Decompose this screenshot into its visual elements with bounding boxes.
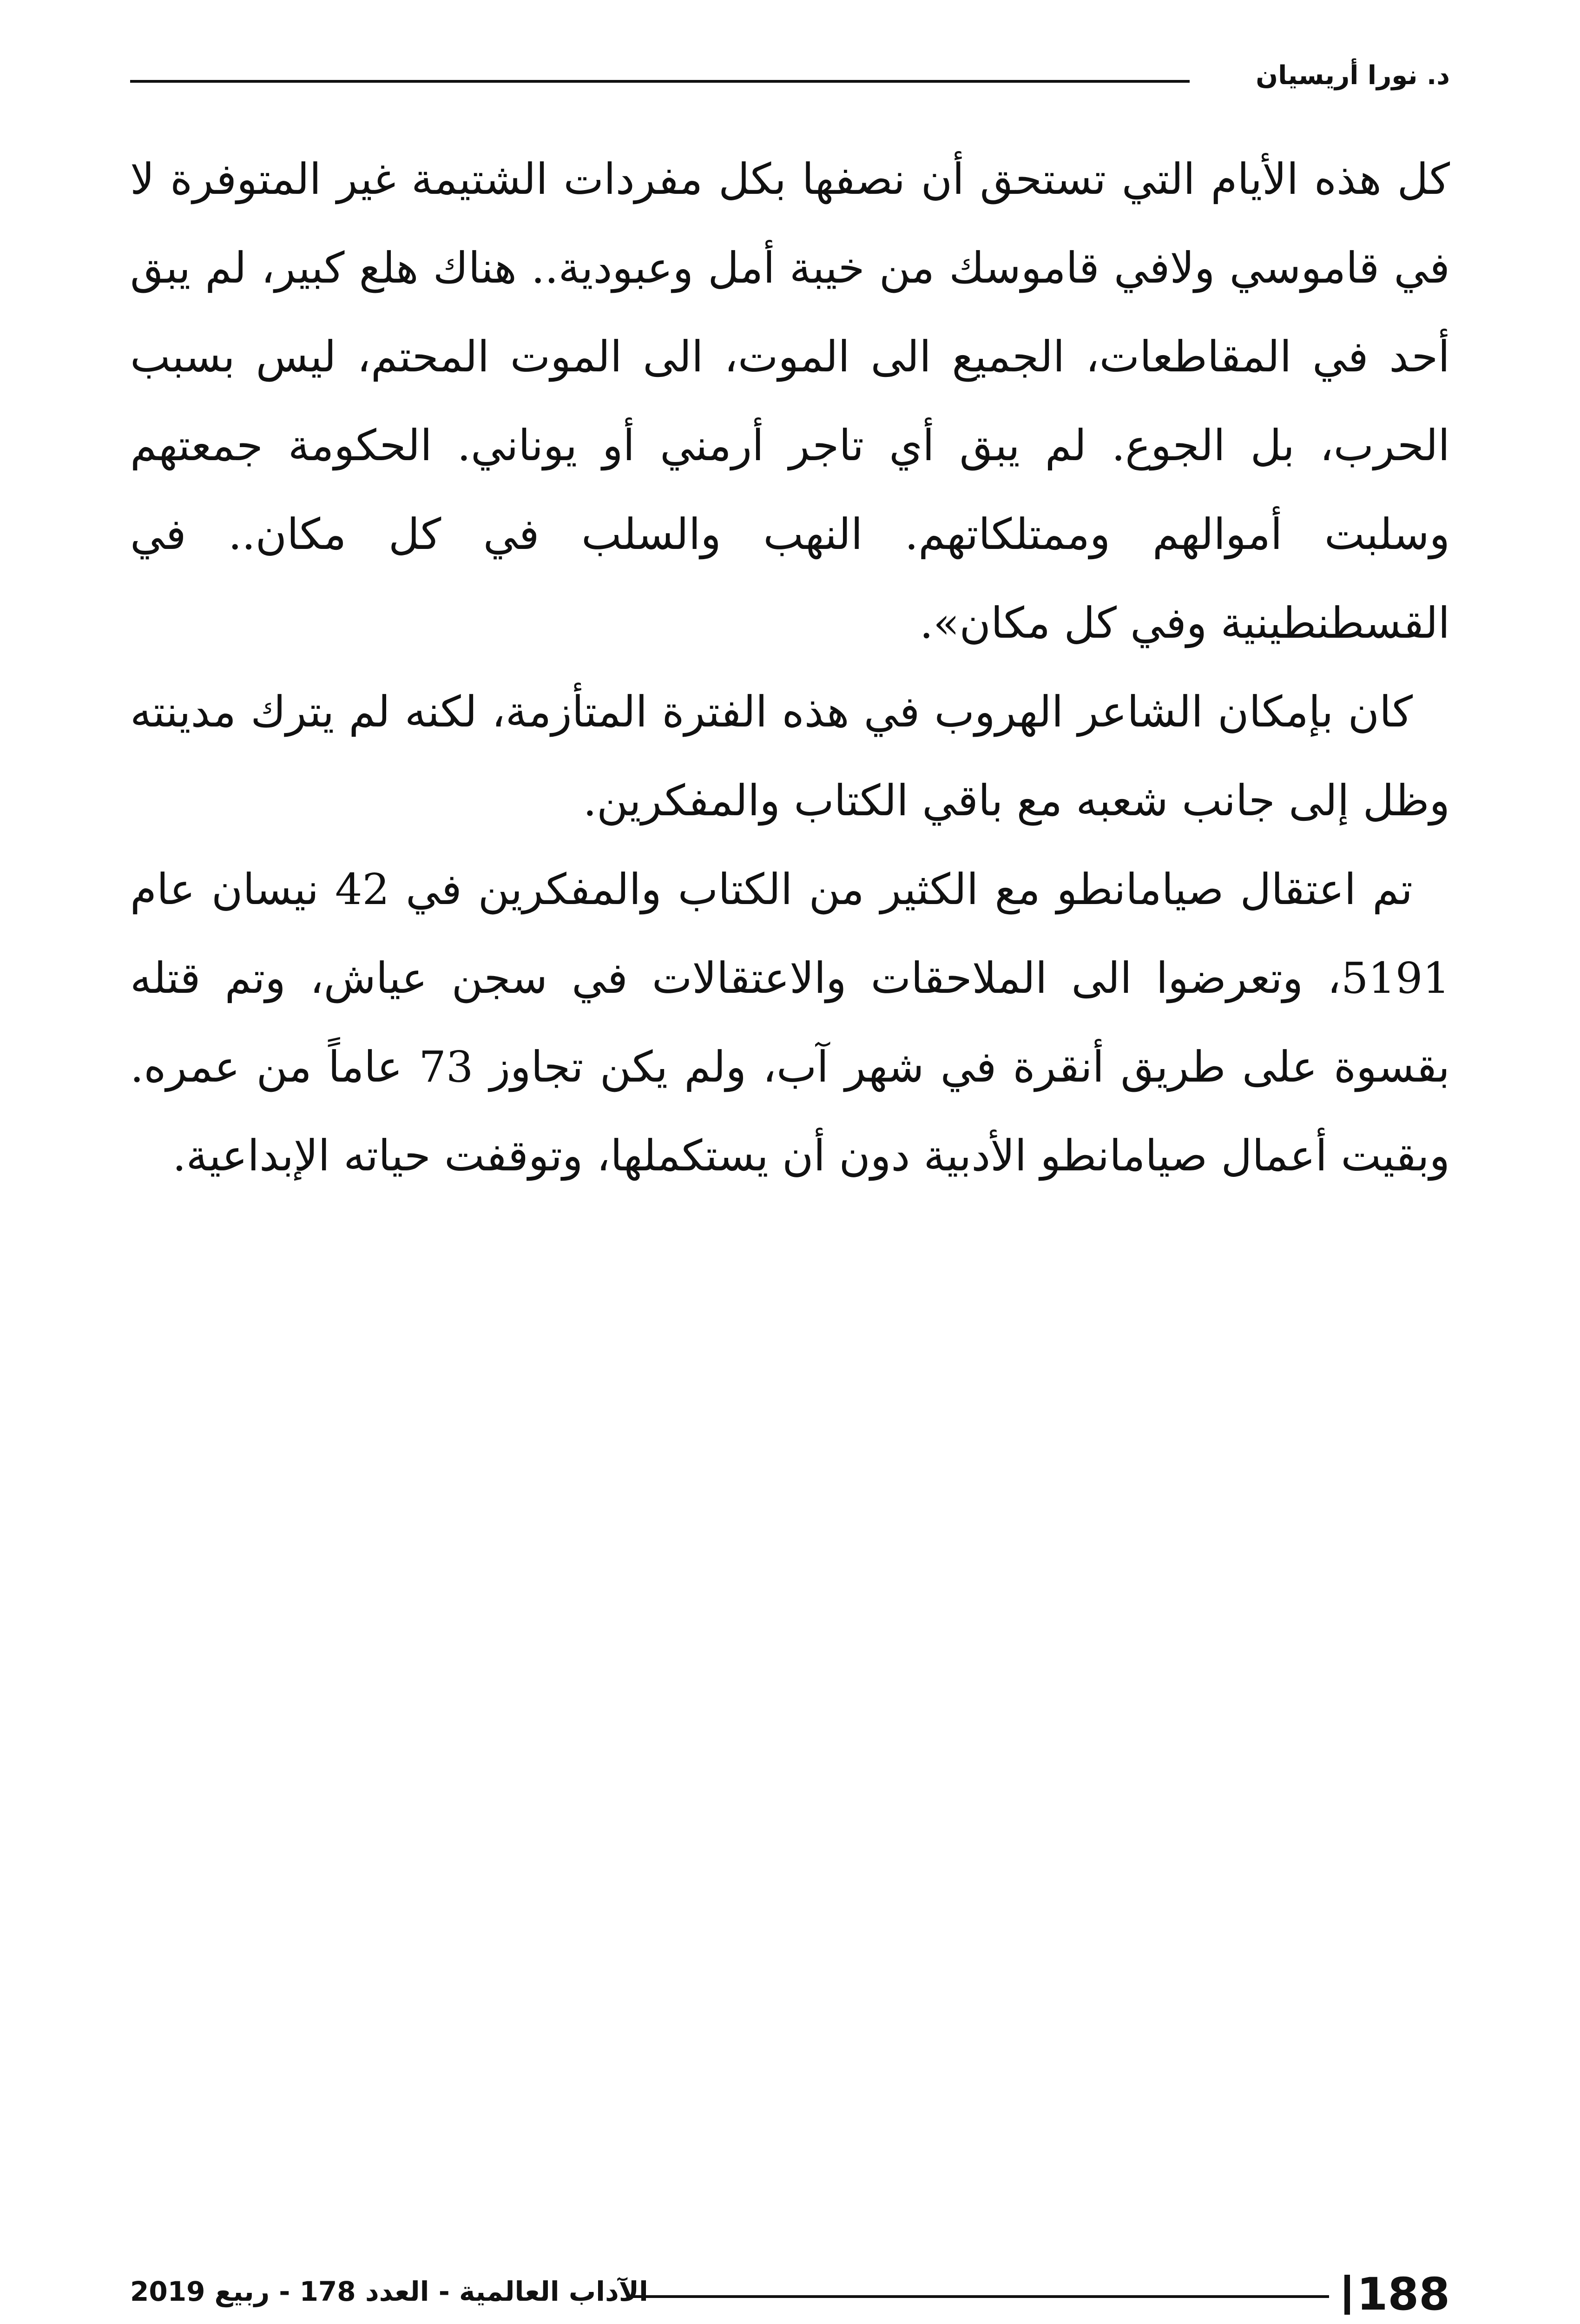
page-footer <box>130 2268 1450 2319</box>
footer-divider <box>1344 2275 1350 2315</box>
journal-info: الآداب العالمية - العدد 178 - ربيع 2019 <box>130 2276 648 2307</box>
paragraph: تم اعتقال صيامانطو مع الكثير من الكتاب والمفكرين في 42 نيسان عام 5191، وتعرضوا الى الملاحقات والاعتقالات في سجن عياش، وتم قتله بقسوة على طريق أنقرة في شهر آب، ولم يكن تجاوز 73 عاماً من عمره. وبقيت أعمال صيامانطو الأدبية دون أن يستكملها، وتوقفت حياته الإبداعية. <box>130 865 1450 1181</box>
paragraph: كان بإمكان الشاعر الهروب في هذه الفترة المتأزمة، لكنه لم يترك مدينته وظل إلى جانب شعبه مع باقي الكتاب والمفكرين. <box>130 687 1450 825</box>
footer-rule <box>632 2295 1329 2298</box>
page-header <box>130 56 1450 93</box>
header-rule <box>130 80 1190 83</box>
article-body <box>130 135 1450 1200</box>
author-name: د. نورا أريسيان <box>1256 60 1450 91</box>
paragraph: كل هذه الأيام التي تستحق أن نصفها بكل مفردات الشتيمة غير المتوفرة لا في قاموسي ولافي قاموسك من خيبة أمل وعبودية.. هناك هلع كبير، لم يبق أحد في المقاطعات، الجميع الى الموت، الى الموت المحتم، ليس بسبب الحرب، بل الجوع. لم يبق أي تاجر أرمني أو يوناني. الحكومة جمعتهم وسلبت أموالهم وممتلكاتهم. النهب والسلب في كل مكان.. في القسطنطينية وفي كل مكان». <box>130 154 1450 648</box>
page-number: 188 <box>1356 2268 1450 2320</box>
